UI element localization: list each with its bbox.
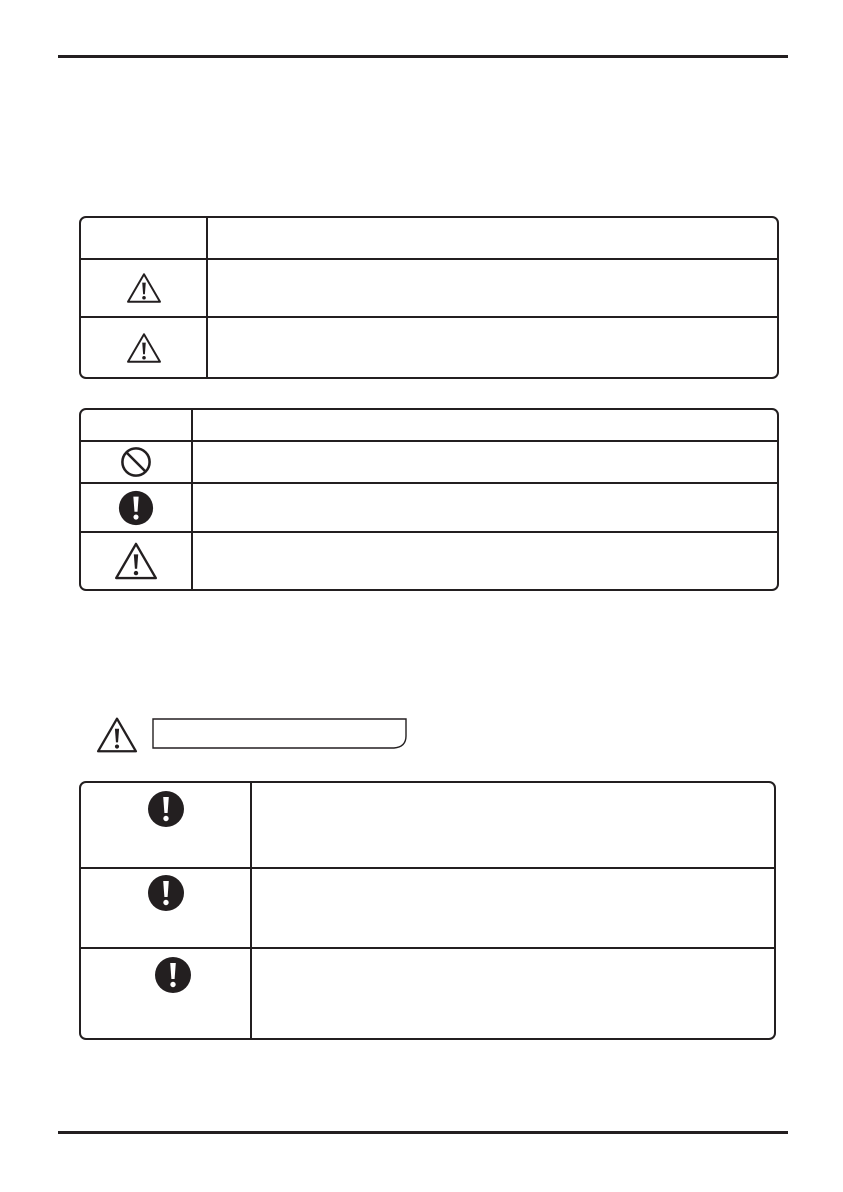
warning-triangle-icon [81,533,191,589]
row-divider [81,867,774,869]
warning-triangle-icon [81,318,206,377]
column-divider [191,410,193,589]
section-label-box [152,718,407,749]
header-rule [58,55,788,58]
prohibited-icon [81,442,191,482]
row-divider [81,947,774,949]
column-divider [250,783,252,1038]
symbol-meaning-table [79,408,779,591]
instruction-table [79,781,776,1040]
section-warning-icon [96,716,138,759]
signal-word-table [79,216,779,379]
mandatory-action-icon [126,871,206,915]
mandatory-action-icon [81,484,191,531]
warning-triangle-icon [81,260,206,316]
mandatory-action-icon [133,953,213,997]
footer-rule [58,1131,788,1134]
column-divider [206,218,208,377]
mandatory-action-icon [126,787,206,831]
